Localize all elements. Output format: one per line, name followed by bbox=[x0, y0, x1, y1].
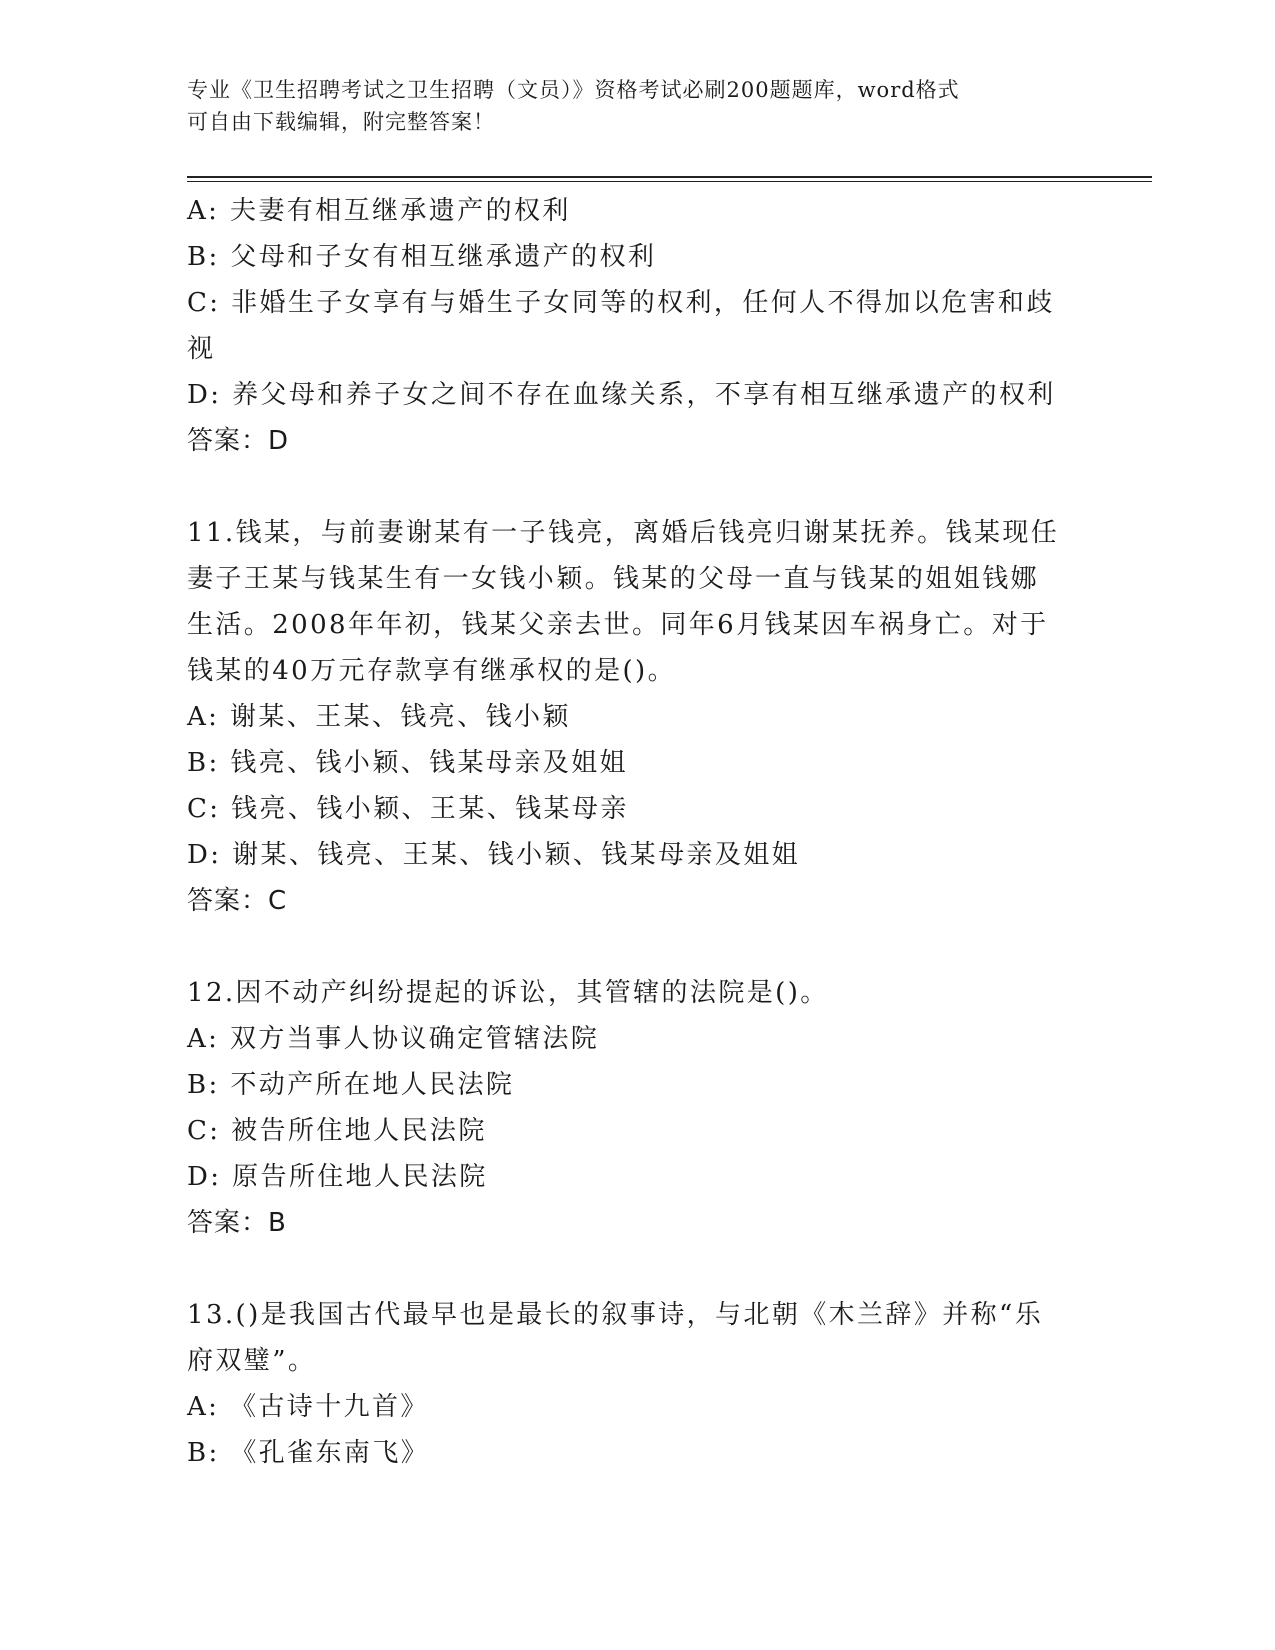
question-11 bbox=[187, 510, 1087, 924]
option-a: A: 双方当事人协议确定管辖法院 bbox=[187, 1024, 600, 1054]
question-13 bbox=[187, 1292, 1087, 1476]
option-c: C: 非婚生子女享有与婚生子女同等的权利，任何人不得加以危害和歧 bbox=[187, 288, 1055, 318]
question-stem-line: 13.()是我国古代最早也是最长的叙事诗，与北朝《木兰辞》并称“乐 bbox=[187, 1300, 1044, 1330]
question-stem-line: 钱某的40万元存款享有继承权的是()。 bbox=[187, 656, 676, 686]
question-stem-line: 生活。2008年年初，钱某父亲去世。同年6月钱某因车祸身亡。对于 bbox=[187, 610, 1049, 640]
question-12 bbox=[187, 970, 1087, 1246]
question-stem-line: 府双璧”。 bbox=[187, 1346, 317, 1376]
document-header bbox=[187, 74, 1087, 138]
option-d: D: 原告所住地人民法院 bbox=[187, 1162, 488, 1192]
header-divider-thin bbox=[187, 181, 1152, 182]
option-c: C: 钱亮、钱小颖、王某、钱某母亲 bbox=[187, 794, 629, 824]
option-a: A: 《古诗十九首》 bbox=[187, 1392, 429, 1422]
option-d: D: 养父母和养子女之间不存在血缘关系，不享有相互继承遗产的权利 bbox=[187, 380, 1056, 410]
option-d: D: 谢某、钱亮、王某、钱小颖、钱某母亲及姐姐 bbox=[187, 840, 801, 870]
header-line-1: 专业《卫生招聘考试之卫生招聘（文员）》资格考试必刷200题题库，word格式 bbox=[187, 78, 960, 102]
option-b: B: 父母和子女有相互继承遗产的权利 bbox=[187, 242, 657, 272]
question-block-previous bbox=[187, 188, 1087, 464]
option-b: B: 不动产所在地人民法院 bbox=[187, 1070, 515, 1100]
answer-label: 答案：C bbox=[187, 886, 288, 916]
answer-label: 答案：B bbox=[187, 1208, 287, 1238]
option-a: A: 夫妻有相互继承遗产的权利 bbox=[187, 196, 571, 226]
question-stem-line: 12.因不动产纠纷提起的诉讼，其管辖的法院是()。 bbox=[187, 978, 829, 1008]
option-a: A: 谢某、王某、钱亮、钱小颖 bbox=[187, 702, 571, 732]
header-divider-thick bbox=[187, 176, 1152, 178]
option-b: B: 钱亮、钱小颖、钱某母亲及姐姐 bbox=[187, 748, 628, 778]
question-stem-line: 妻子王某与钱某生有一女钱小颖。钱某的父母一直与钱某的姐姐钱娜 bbox=[187, 564, 1040, 594]
option-c: C: 被告所住地人民法院 bbox=[187, 1116, 487, 1146]
spacer bbox=[187, 924, 1087, 970]
option-c-continued: 视 bbox=[187, 334, 216, 364]
header-line-2: 可自由下载编辑，附完整答案！ bbox=[187, 110, 495, 134]
answer-label: 答案：D bbox=[187, 426, 290, 456]
document-body bbox=[187, 188, 1087, 1476]
spacer bbox=[187, 1246, 1087, 1292]
question-stem-line: 11.钱某，与前妻谢某有一子钱亮，离婚后钱亮归谢某抚养。钱某现任 bbox=[187, 518, 1060, 548]
option-b: B: 《孔雀东南飞》 bbox=[187, 1438, 430, 1468]
spacer bbox=[187, 464, 1087, 510]
